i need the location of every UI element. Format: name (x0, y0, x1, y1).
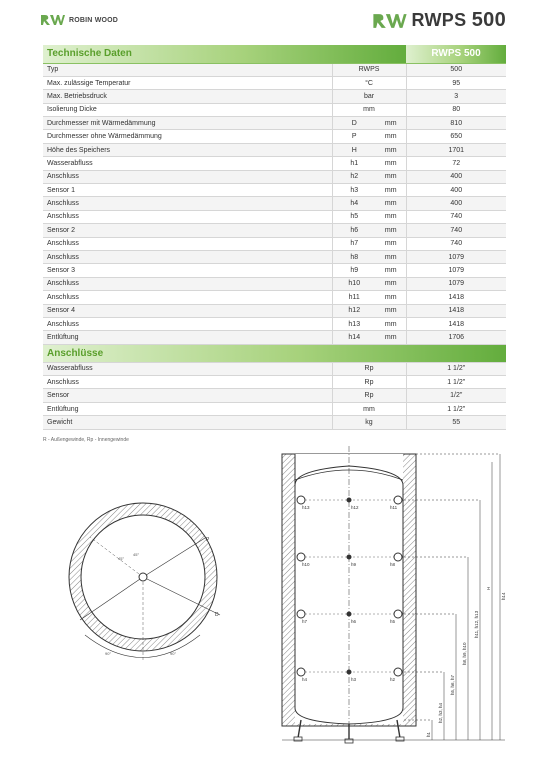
row-unit: mm (376, 130, 406, 143)
row-symbol: h3 (332, 184, 376, 197)
table-row (43, 416, 506, 429)
row-label: Sensor 4 (43, 304, 332, 317)
row-value: 1079 (406, 277, 506, 290)
row-label: Anschluss (43, 376, 332, 389)
row-unit: °C (332, 76, 406, 89)
table-row (43, 130, 506, 143)
row-label: Sensor 3 (43, 264, 332, 277)
row-label: Anschluss (43, 250, 332, 263)
connection-port (297, 668, 305, 676)
dim-label-h8-h10: h8, h9, h10 (462, 642, 467, 665)
row-unit: RWPS (332, 63, 406, 76)
top-view-drawing (69, 503, 220, 662)
row-symbol: h11 (332, 291, 376, 304)
row-value: 1706 (406, 331, 506, 344)
port-label: h11 (390, 505, 398, 510)
row-label: Anschluss (43, 317, 332, 330)
port-label: h13 (302, 505, 310, 510)
sensor-port (347, 498, 351, 502)
row-symbol: h1 (332, 157, 376, 170)
row-value: 400 (406, 184, 506, 197)
row-label: Wasserabfluss (43, 157, 332, 170)
port-label: h6 (351, 619, 357, 624)
row-label: Anschluss (43, 210, 332, 223)
model-prefix: RWPS (411, 10, 467, 30)
row-label: Max. Betriebsdruck (43, 90, 332, 103)
table-row (43, 331, 506, 344)
row-unit: mm (376, 157, 406, 170)
row-unit: mm (376, 170, 406, 183)
connection-port (297, 553, 305, 561)
row-value: 1418 (406, 317, 506, 330)
row-value: 740 (406, 210, 506, 223)
row-unit: Rp (332, 376, 406, 389)
row-label: Entlüftung (43, 402, 332, 415)
row-symbol: h2 (332, 170, 376, 183)
row-symbol: h12 (332, 304, 376, 317)
port-label: h7 (302, 619, 308, 624)
row-label: Anschluss (43, 197, 332, 210)
table-row (43, 250, 506, 263)
row-label: Anschluss (43, 277, 332, 290)
row-value: 80 (406, 103, 506, 116)
row-symbol: h8 (332, 250, 376, 263)
row-unit: mm (376, 224, 406, 237)
label-angle-2: 45° (133, 552, 140, 557)
dim-label-h14: h14 (501, 592, 506, 600)
row-label: Durchmesser mit Wärmedämmung (43, 117, 332, 130)
row-label: Höhe des Speichers (43, 143, 332, 156)
row-unit: mm (376, 197, 406, 210)
row-value: 1/2" (406, 389, 506, 402)
robin-wood-mark-icon (40, 13, 66, 27)
row-unit: mm (376, 210, 406, 223)
row-symbol: h14 (332, 331, 376, 344)
sensor-port (347, 555, 351, 559)
row-value: 740 (406, 237, 506, 250)
technical-drawing (0, 440, 550, 758)
row-symbol: h6 (332, 224, 376, 237)
dim-label-h1: h1 (426, 731, 431, 737)
row-value: 1418 (406, 304, 506, 317)
table-row (43, 90, 506, 103)
model-column-header: RWPS 500 (406, 45, 506, 63)
sensor-port (347, 670, 351, 674)
dim-label-h2-h4: h2, h3, h4 (438, 702, 443, 723)
side-view-drawing (282, 446, 506, 743)
sensor-port (347, 612, 351, 616)
dim-label-H: H (486, 586, 491, 590)
row-value: 740 (406, 224, 506, 237)
table-row (43, 76, 506, 89)
row-label: Entlüftung (43, 331, 332, 344)
row-value: 400 (406, 197, 506, 210)
row-symbol: h7 (332, 237, 376, 250)
model-title (412, 9, 506, 32)
row-value: 1 1/2" (406, 362, 506, 375)
row-unit: kg (332, 416, 406, 429)
row-label: Anschluss (43, 170, 332, 183)
spec-table (43, 45, 506, 430)
row-unit: mm (332, 103, 406, 116)
row-symbol: H (332, 143, 376, 156)
label-angle-1: 45° (118, 556, 125, 561)
table-row (43, 402, 506, 415)
row-value: 810 (406, 117, 506, 130)
row-label: Anschluss (43, 291, 332, 304)
row-value: 3 (406, 90, 506, 103)
port-label: h9 (351, 562, 357, 567)
row-unit: mm (376, 117, 406, 130)
model-header (372, 9, 506, 32)
row-unit: Rp (332, 389, 406, 402)
row-value: 650 (406, 130, 506, 143)
brand-name: ROBIN WOOD (69, 16, 119, 24)
row-value: 1079 (406, 264, 506, 277)
table-row (43, 237, 506, 250)
table-row (43, 157, 506, 170)
row-symbol: P (332, 130, 376, 143)
row-unit: mm (376, 317, 406, 330)
row-value: 95 (406, 76, 506, 89)
row-unit: bar (332, 90, 406, 103)
row-value: 1079 (406, 250, 506, 263)
label-angle-4: 90° (170, 651, 177, 656)
row-unit: mm (376, 331, 406, 344)
dim-label-h5-h7: h5, h6, h7 (450, 674, 455, 695)
connection-port (394, 610, 402, 618)
label-d: D (215, 612, 219, 618)
row-symbol: h10 (332, 277, 376, 290)
footnote: R - Außengewinde, Rp - Innengewinde (43, 437, 129, 443)
row-label: Isolierung Dicke (43, 103, 332, 116)
row-label: Sensor 1 (43, 184, 332, 197)
row-value: 1418 (406, 291, 506, 304)
row-label: Sensor 2 (43, 224, 332, 237)
row-value: 500 (406, 63, 506, 76)
brand-logo-small (40, 13, 118, 27)
row-symbol: h5 (332, 210, 376, 223)
table-row (43, 376, 506, 389)
table-row (43, 362, 506, 375)
connection-port (394, 553, 402, 561)
section-header-technische-daten (43, 45, 506, 63)
table-row (43, 277, 506, 290)
port-label: h8 (390, 562, 396, 567)
robin-wood-mark-icon (372, 11, 408, 31)
connection-port (394, 668, 402, 676)
table-row (43, 210, 506, 223)
row-unit: mm (376, 143, 406, 156)
row-unit: mm (376, 184, 406, 197)
row-symbol: h13 (332, 317, 376, 330)
label-p: P (206, 537, 210, 543)
table-row (43, 224, 506, 237)
table-row (43, 317, 506, 330)
row-value: 400 (406, 170, 506, 183)
section-header-anschluesse (43, 344, 506, 362)
row-label: Wasserabfluss (43, 362, 332, 375)
section-title: Technische Daten (43, 45, 406, 63)
center-port (139, 573, 147, 581)
table-row (43, 264, 506, 277)
dim-label-h11-h13: h11, h12, h13 (474, 610, 479, 638)
connection-port (297, 610, 305, 618)
port-label: h12 (351, 505, 359, 510)
row-unit: mm (376, 264, 406, 277)
port-label: h10 (302, 562, 310, 567)
table-row (43, 304, 506, 317)
table-row (43, 291, 506, 304)
row-unit: mm (332, 402, 406, 415)
row-value: 55 (406, 416, 506, 429)
row-value: 1 1/2" (406, 402, 506, 415)
row-unit: mm (376, 237, 406, 250)
row-label: Anschluss (43, 237, 332, 250)
row-label: Sensor (43, 389, 332, 402)
table-row (43, 197, 506, 210)
port-label: h3 (351, 677, 357, 682)
table-row (43, 103, 506, 116)
row-label: Durchmesser ohne Wärmedämmung (43, 130, 332, 143)
label-angle-3: 90° (105, 651, 112, 656)
row-unit: mm (376, 277, 406, 290)
table-row (43, 63, 506, 76)
row-unit: Rp (332, 362, 406, 375)
section-title: Anschlüsse (43, 344, 506, 362)
row-symbol: D (332, 117, 376, 130)
table-row (43, 184, 506, 197)
row-label: Gewicht (43, 416, 332, 429)
table-row (43, 389, 506, 402)
row-value: 72 (406, 157, 506, 170)
row-symbol: h9 (332, 264, 376, 277)
table-row (43, 170, 506, 183)
row-symbol: h4 (332, 197, 376, 210)
connection-port (297, 496, 305, 504)
table-row (43, 143, 506, 156)
row-unit: mm (376, 250, 406, 263)
row-unit: mm (376, 304, 406, 317)
port-label: h4 (302, 677, 308, 682)
connection-port (394, 496, 402, 504)
row-value: 1701 (406, 143, 506, 156)
row-unit: mm (376, 291, 406, 304)
port-label: h2 (390, 677, 396, 682)
port-label: h5 (390, 619, 396, 624)
row-label: Typ (43, 63, 332, 76)
row-label: Max. zulässige Temperatur (43, 76, 332, 89)
model-number: 500 (471, 9, 506, 31)
table-row (43, 117, 506, 130)
row-value: 1 1/2" (406, 376, 506, 389)
